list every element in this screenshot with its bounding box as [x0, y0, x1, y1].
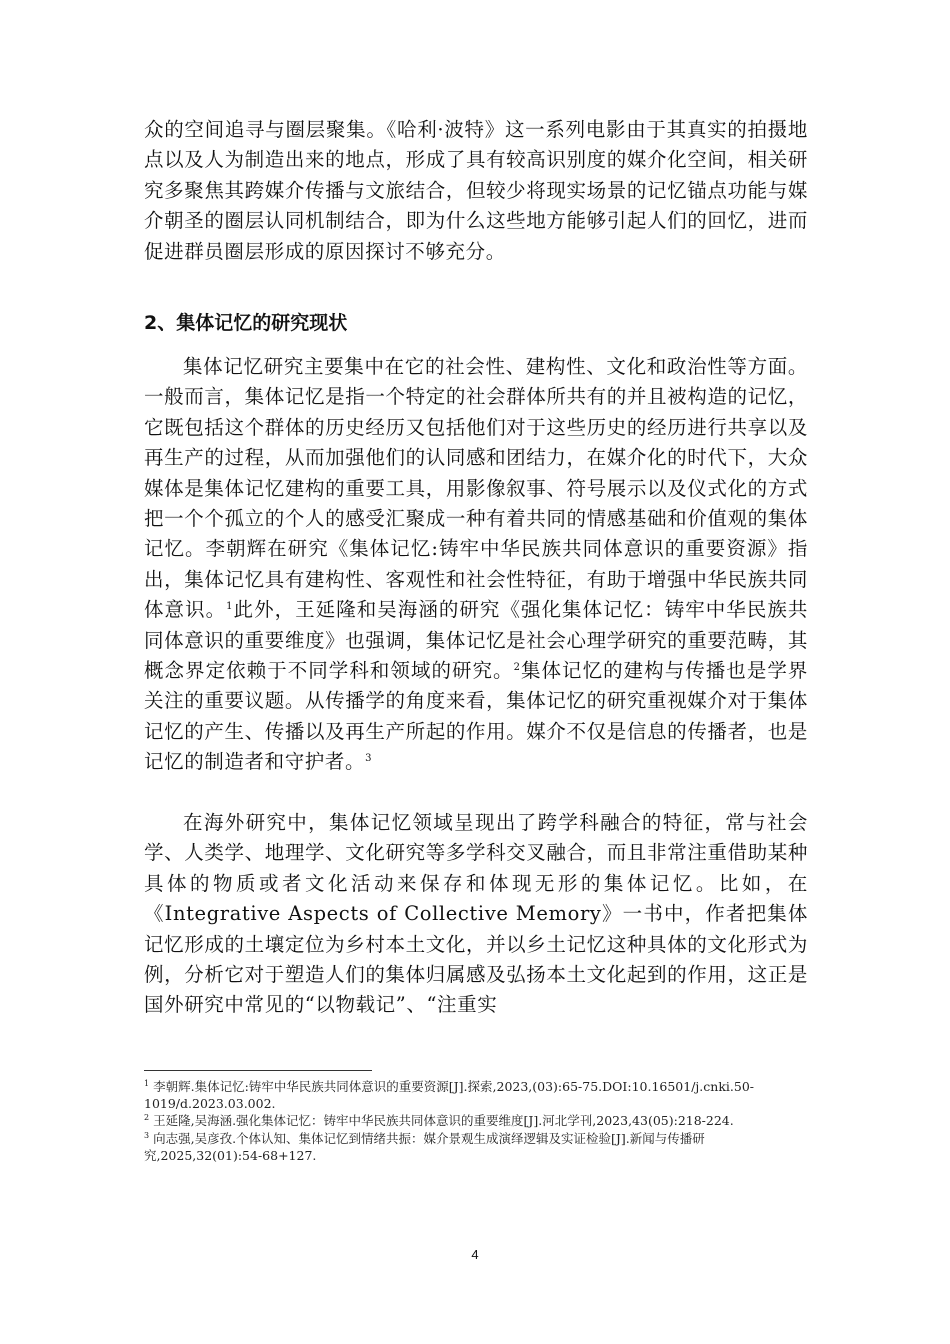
footnote-mark: 1	[144, 1079, 150, 1088]
paragraph-overseas-research: 在海外研究中，集体记忆领域呈现出了跨学科融合的特征，常与社会学、人类学、地理学、文化研究等多学科交叉融合，而且非常注重借助某种具体的物质或者文化活动来保存和体现无形的集体记忆。比如，在《Integrative Aspects of Collective Memory》一书中，作者把集体记忆形成的土壤定位为乡村本土文化，并以乡土记忆这种具体的文化形式为例，分析它对于塑造人们的集体归属感及弘扬本土文化起到的作用，这正是国外研究中常见的“以物载记”、“注重实	[144, 811, 808, 1017]
footnote-ref-2[interactable]: 2	[513, 662, 521, 674]
paragraph-text: 集体记忆的建构与传播也是学界关注的重要议题。从传播学的角度来看，集体记忆的研究重视媒介对于集体记忆的产生、传播以及再生产所起的作用。媒介不仅是信息的传播者，也是记忆的制造者和守护者。	[144, 659, 808, 774]
page-number: 4	[471, 1247, 479, 1262]
paragraph-text: 此外，王延隆和吴海涵的研究《强化集体记忆：铸牢中华民族共同体意识的重要维度》也强调，集体记忆是社会心理学研究的重要范畴，其概念界定依赖于不同学科和领域的研究。	[144, 598, 808, 683]
footnote-mark: 3	[144, 1130, 150, 1140]
footnote-ref-3[interactable]: 3	[365, 753, 373, 765]
footnote-ref-1[interactable]: 1	[226, 601, 234, 613]
footnote-3	[144, 1130, 808, 1164]
footnote-divider	[144, 1070, 372, 1071]
footnote-2	[144, 1112, 808, 1129]
footnotes	[144, 1078, 808, 1164]
footnote-text: 向志强,吴彦孜.个体认知、集体记忆到情绪共振：媒介景观生成演绎逻辑及实证检验[J].新闻与传播研究,2025,32(01):54-68+127.	[144, 1130, 705, 1163]
paragraph-continued: 众的空间追寻与圈层聚集。《哈利·波特》这一系列电影由于其真实的拍摄地点以及人为制造出来的地点，形成了具有较高识别度的媒介化空间，相关研究多聚焦其跨媒介传播与文旅结合，但较少将现实场景的记忆锚点功能与媒介朝圣的圈层认同机制结合，即为什么这些地方能够引起人们的回忆，进而促进群员圈层形成的原因探讨不够充分。	[144, 118, 808, 263]
footnote-mark: 2	[144, 1113, 150, 1123]
footnote-text: 李朝辉.集体记忆:铸牢中华民族共同体意识的重要资源[J].探索,2023,(03):65-75.DOI:10.16501/j.cnki.50-1019/d.2023.03.002.	[144, 1079, 755, 1112]
paragraph-text: 集体记忆研究主要集中在它的社会性、建构性、文化和政治性等方面。一般而言，集体记忆是指一个特定的社会群体所共有的并且被构造的记忆，它既包括这个群体的历史经历又包括他们对于这些历史的经历进行共享以及再生产的过程，从而加强他们的认同感和团结力，在媒介化的时代下，大众媒体是集体记忆建构的重要工具，用影像叙事、符号展示以及仪式化的方式把一个个孤立的个人的感受汇聚成一种有着共同的情感基础和价值观的集体记忆。李朝辉在研究《集体记忆:铸牢中华民族共同体意识的重要资源》指出，集体记忆具有建构性、客观性和社会性特征，有助于增强中华民族共同体意识。	[144, 355, 808, 622]
footnote-text: 王延隆,吴海涵.强化集体记忆：铸牢中华民族共同体意识的重要维度[J].河北学刊,2023,43(05):218-224.	[153, 1113, 734, 1129]
section-heading: 2、集体记忆的研究现状	[144, 312, 348, 334]
footnote-1	[144, 1078, 808, 1112]
paragraph-collective-memory	[144, 352, 808, 778]
